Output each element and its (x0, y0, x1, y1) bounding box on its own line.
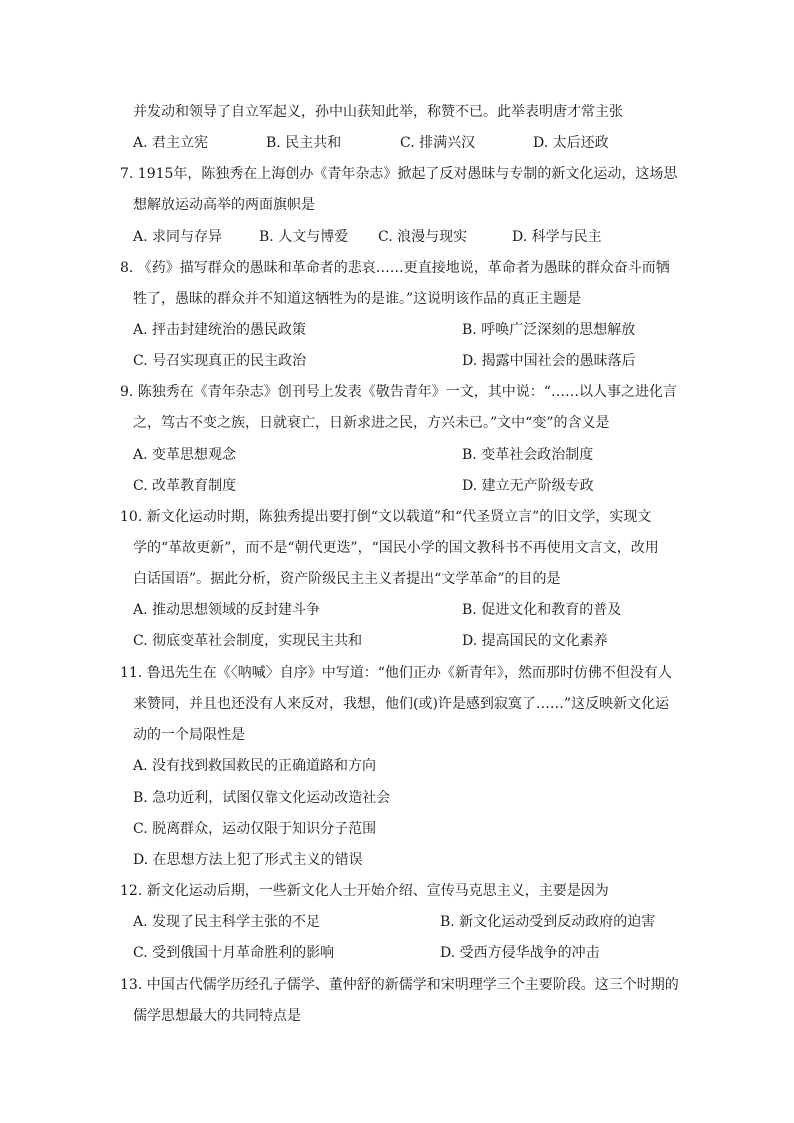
q9-option-a[interactable]: A. 变革思想观念 (133, 447, 237, 463)
q12-option-c[interactable]: C. 受到俄国十月革命胜利的影响 (133, 945, 335, 961)
q11-option-a[interactable]: A. 没有找到救国救民的正确道路和方向 (133, 758, 377, 774)
q9-option-c[interactable]: C. 改革教育制度 (133, 478, 237, 494)
q6-option-d[interactable]: D. 太后还政 (533, 135, 609, 151)
q12-option-a[interactable]: A. 发现了民主科学主张的不足 (133, 914, 321, 930)
q7-stem-line-2: 想解放运动高举的两面旗帜是 (133, 197, 315, 213)
q10-option-c[interactable]: C. 彻底变革社会制度，实现民主共和 (133, 633, 363, 649)
q9-option-b[interactable]: B. 变革社会政治制度 (462, 447, 594, 463)
q6-option-b[interactable]: B. 民主共和 (266, 135, 342, 151)
q10-stem-line-1: 10. 新文化运动时期，陈独秀提出要打倒“文以载道”和“代圣贤立言”的旧文学，实现文 (120, 509, 652, 525)
q7-option-c[interactable]: C. 浪漫与现实 (378, 229, 468, 245)
q10-option-d[interactable]: D. 提高国民的文化素养 (462, 633, 608, 649)
q11-stem-line-3: 动的一个局限性是 (133, 727, 245, 743)
q8-option-d[interactable]: D. 揭露中国社会的愚昧落后 (462, 353, 636, 369)
q7-option-d[interactable]: D. 科学与民主 (512, 229, 602, 245)
q8-stem-line-1: 8. 《药》描写群众的愚昧和革命者的悲哀……更直接地说，革命者为愚昧的群众奋斗而牺 (120, 260, 670, 276)
q12-stem-line-1: 12. 新文化运动后期，一些新文化人士开始介绍、宣传马克思主义，主要是因为 (120, 883, 609, 899)
q8-option-b[interactable]: B. 呼唤广泛深刻的思想解放 (462, 322, 636, 338)
q7-option-b[interactable]: B. 人文与博爱 (259, 229, 349, 245)
q10-stem-line-3: 白话国语”。据此分析，资产阶级民主主义者提出“文学革命”的目的是 (133, 571, 561, 587)
q11-option-c[interactable]: C. 脱离群众，运动仅限于知识分子范围 (133, 821, 377, 837)
q7-stem-line-1: 7. 1915年，陈独秀在上海创办《青年杂志》掀起了反对愚昧与专制的新文化运动，这场思 (120, 166, 678, 182)
q8-option-c[interactable]: C. 号召实现真正的民主政治 (133, 353, 307, 369)
q7-option-a[interactable]: A. 求同与存异 (133, 229, 223, 245)
q10-option-a[interactable]: A. 推动思想领域的反封建斗争 (133, 602, 321, 618)
q13-stem-line-1: 13. 中国古代儒学历经孔子儒学、董仲舒的新儒学和宋明理学三个主要阶段。这三个时期的 (120, 977, 679, 993)
q11-stem-line-1: 11. 鲁迅先生在《〈呐喊〉自序》中写道：“他们正办《新青年》，然而那时仿佛不但没有人 (120, 665, 672, 681)
q9-stem-line-2: 之，笃古不变之族，日就衰亡，日新求进之民，方兴未已。”文中“变”的含义是 (133, 415, 610, 431)
q8-option-a[interactable]: A. 抨击封建统治的愚民政策 (133, 322, 307, 338)
q11-stem-line-2: 来赞同，并且也还没有人来反对，我想，他们(或)许是感到寂寞了……”这反映新文化运 (133, 696, 670, 712)
q10-option-b[interactable]: B. 促进文化和教育的普及 (462, 602, 622, 618)
q12-option-d[interactable]: D. 受西方侵华战争的冲击 (440, 945, 600, 961)
q11-option-b[interactable]: B. 急功近利，试图仅靠文化运动改造社会 (133, 790, 391, 806)
q13-stem-line-2: 儒学思想最大的共同特点是 (133, 1008, 301, 1024)
q6-stem-line: 并发动和领导了自立军起义，孙中山获知此举，称赞不已。此举表明唐才常主张 (133, 104, 623, 120)
q11-option-d[interactable]: D. 在思想方法上犯了形式主义的错误 (133, 852, 363, 868)
q12-option-b[interactable]: B. 新文化运动受到反动政府的迫害 (440, 914, 656, 930)
q9-stem-line-1: 9. 陈独秀在《青年杂志》创刊号上发表《敬告青年》一文，其中说：“……以人事之进化言 (120, 384, 677, 400)
q8-stem-line-2: 牲了，愚昧的群众并不知道这牺牲为的是谁。”这说明该作品的真正主题是 (133, 291, 582, 307)
q6-option-c[interactable]: C. 排满兴汉 (400, 135, 476, 151)
q9-option-d[interactable]: D. 建立无产阶级专政 (462, 478, 594, 494)
q6-option-a[interactable]: A. 君主立宪 (133, 135, 209, 151)
q10-stem-line-2: 学的“革故更新”，而不是“朝代更迭”，“国民小学的国文教科书不再使用文言文，改用 (133, 540, 659, 556)
